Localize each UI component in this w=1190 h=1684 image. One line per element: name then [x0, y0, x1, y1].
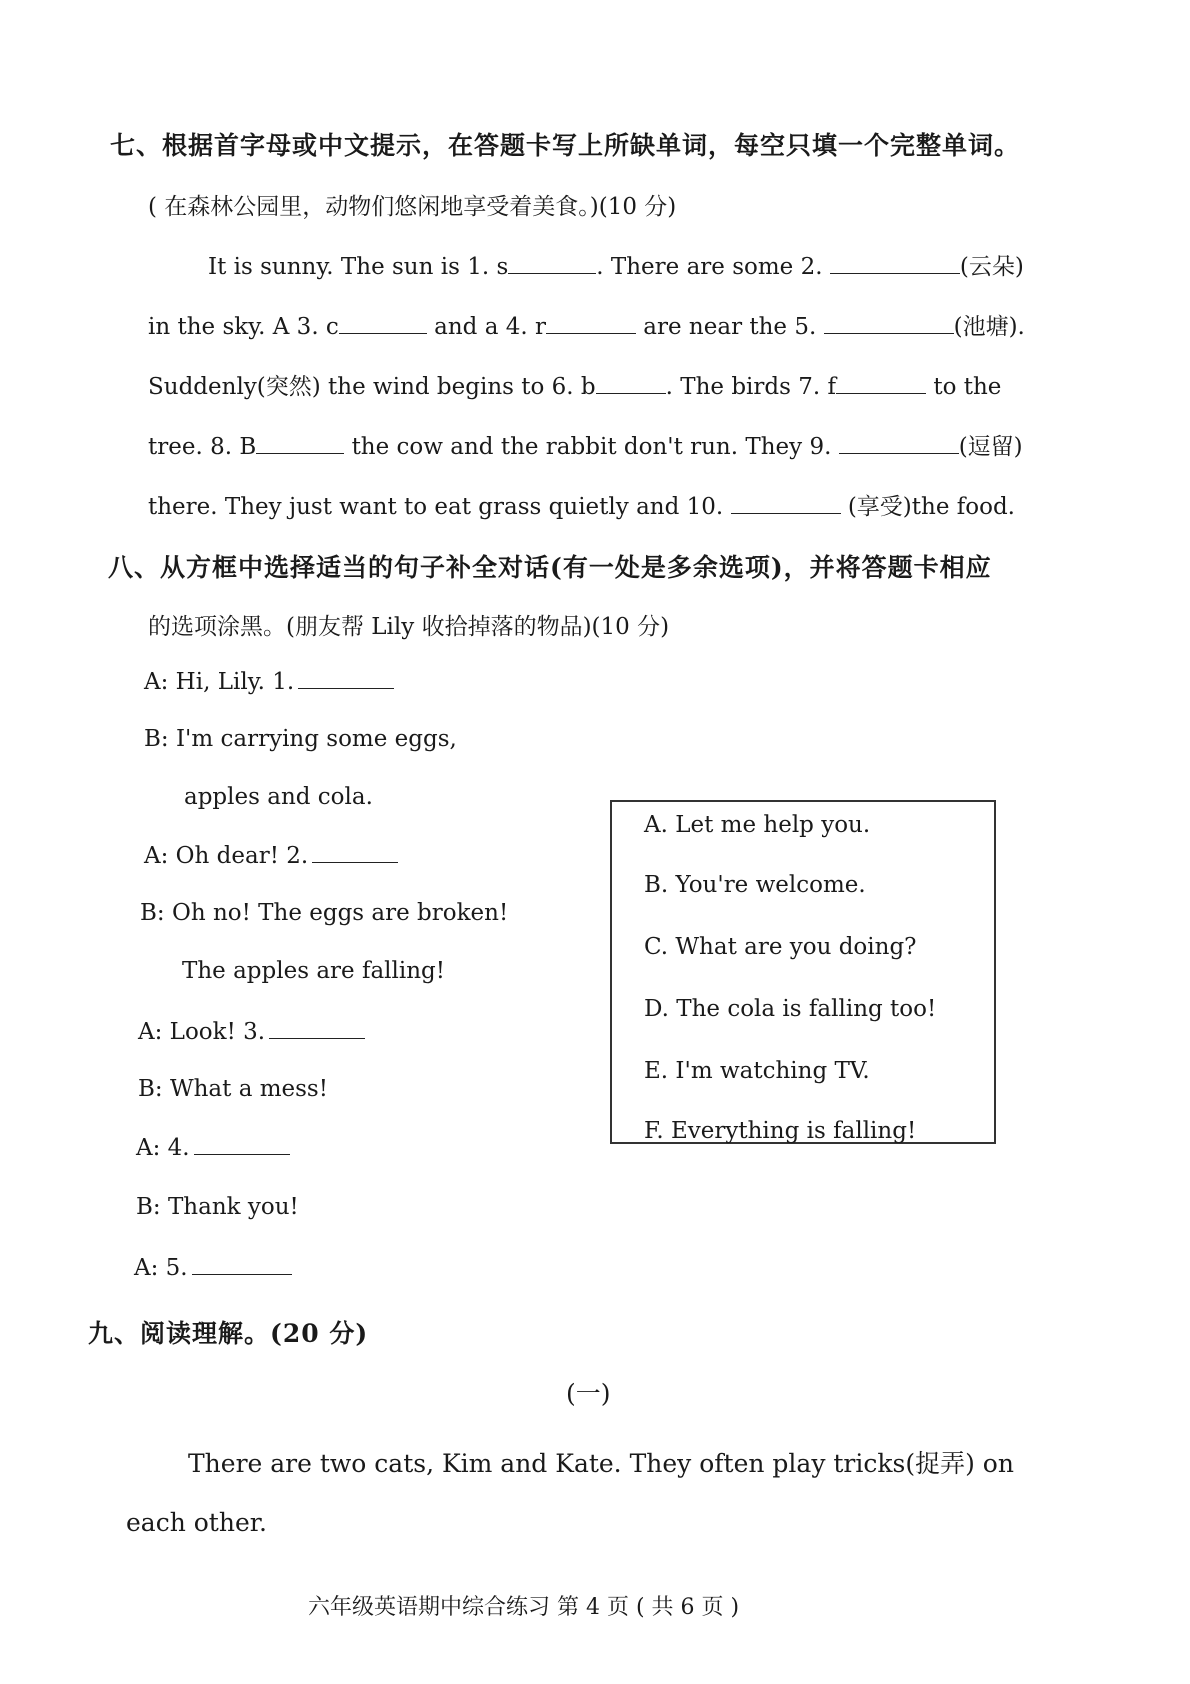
option-d: D. The cola is falling too!	[644, 996, 937, 1022]
speaker: B:	[138, 1076, 163, 1102]
option-c: C. What are you doing?	[644, 934, 917, 960]
dialogue-line	[140, 900, 508, 926]
speaker: B:	[140, 900, 165, 926]
section8-heading-line1: 八、从方框中选择适当的句子补全对话(有一处是多余选项)，并将答题卡相应	[108, 553, 992, 582]
option-a: A. Let me help you.	[644, 812, 871, 838]
line3-text-a: Suddenly(突然) the wind begins to 6. b	[148, 374, 596, 400]
dialogue-line	[138, 1076, 328, 1102]
dialogue-text: The apples are falling!	[182, 958, 446, 984]
dialogue-blank-5	[192, 1254, 292, 1275]
speaker: A:	[144, 669, 169, 695]
dialogue-text: Look! 3.	[169, 1019, 266, 1045]
speaker: A:	[136, 1135, 161, 1161]
page-footer: 六年级英语期中综合练习 第 4 页 ( 共 6 页 )	[308, 1595, 740, 1620]
blank-5	[824, 313, 954, 334]
dialogue-text: I'm carrying some eggs,	[175, 726, 457, 752]
dialogue-line	[182, 958, 445, 984]
line2-text-a: in the sky. A 3. c	[148, 314, 339, 340]
dialogue-line	[136, 1194, 299, 1220]
section7-line3	[148, 368, 1001, 401]
line2-text-b: and a 4. r	[434, 314, 546, 340]
dialogue-line	[138, 1018, 365, 1045]
passage-line1: There are two cats, Kim and Kate. They often play tricks(捉弄) on	[188, 1449, 1014, 1478]
line1-hint: (云朵)	[959, 254, 1024, 280]
blank-6	[596, 373, 666, 394]
passage-part-label: (一)	[566, 1379, 611, 1408]
line3-text-c: to the	[933, 374, 1002, 400]
dialogue-line	[144, 668, 394, 695]
dialogue-line	[136, 1134, 290, 1161]
blank-9	[839, 433, 959, 454]
section7-line1	[208, 248, 1024, 281]
speaker: A:	[144, 843, 169, 869]
line4-text-b: the cow and the rabbit don't run. They 9.	[351, 434, 832, 460]
dialogue-text: Oh no! The eggs are broken!	[171, 900, 509, 926]
blank-8	[256, 433, 344, 454]
dialogue-line	[144, 842, 398, 869]
dialogue-blank-2	[312, 842, 398, 863]
dialogue-text: apples and cola.	[184, 784, 373, 810]
speaker: B:	[144, 726, 169, 752]
line4-hint: (逗留)	[958, 434, 1023, 460]
option-f: F. Everything is falling!	[644, 1118, 917, 1144]
line1-text-a: It is sunny. The sun is 1. s	[208, 254, 509, 280]
dialogue-blank-4	[194, 1134, 290, 1155]
section9-heading: 九、阅读理解。(20 分)	[88, 1319, 369, 1348]
section7-line4	[148, 428, 1023, 461]
dialogue-text: 5.	[165, 1255, 188, 1281]
passage-line2: each other.	[126, 1508, 267, 1537]
dialogue-blank-1	[298, 668, 394, 689]
options-box	[610, 800, 996, 1144]
dialogue-text: 4.	[167, 1135, 190, 1161]
dialogue-line	[134, 1254, 292, 1281]
line3-text-b: . The birds 7. f	[665, 374, 837, 400]
blank-2	[830, 253, 960, 274]
dialogue-blank-3	[269, 1018, 365, 1039]
dialogue-text: Hi, Lily. 1.	[175, 669, 295, 695]
option-e: E. I'm watching TV.	[644, 1058, 870, 1084]
option-b: B. You're welcome.	[644, 872, 866, 898]
line1-text-b: . There are some 2.	[596, 254, 823, 280]
section7-subtitle: ( 在森林公园里，动物们悠闲地享受着美食。)(10 分)	[148, 194, 677, 220]
blank-4	[546, 313, 636, 334]
dialogue-line	[144, 726, 457, 752]
line5-text-b: (享受)the food.	[847, 494, 1015, 520]
blank-3	[339, 313, 427, 334]
dialogue-line	[184, 784, 373, 810]
speaker: A:	[138, 1019, 163, 1045]
line2-text-c: are near the 5.	[643, 314, 817, 340]
dialogue-text: Oh dear! 2.	[175, 843, 309, 869]
section8-heading-line2: 的选项涂黑。(朋友帮 Lily 收拾掉落的物品)(10 分)	[148, 614, 670, 640]
speaker: B:	[136, 1194, 161, 1220]
blank-7	[836, 373, 926, 394]
section7-line5	[148, 488, 1015, 521]
dialogue-text: What a mess!	[169, 1076, 328, 1102]
blank-1	[508, 253, 596, 274]
dialogue-text: Thank you!	[167, 1194, 299, 1220]
speaker: A:	[134, 1255, 159, 1281]
section7-line2	[148, 308, 1025, 341]
blank-10	[731, 493, 841, 514]
line4-text-a: tree. 8. B	[148, 434, 257, 460]
line2-hint: (池塘).	[953, 314, 1025, 340]
section7-heading: 七、根据首字母或中文提示，在答题卡写上所缺单词，每空只填一个完整单词。	[110, 131, 1021, 160]
line5-text-a: there. They just want to eat grass quietly and 10.	[148, 494, 724, 520]
